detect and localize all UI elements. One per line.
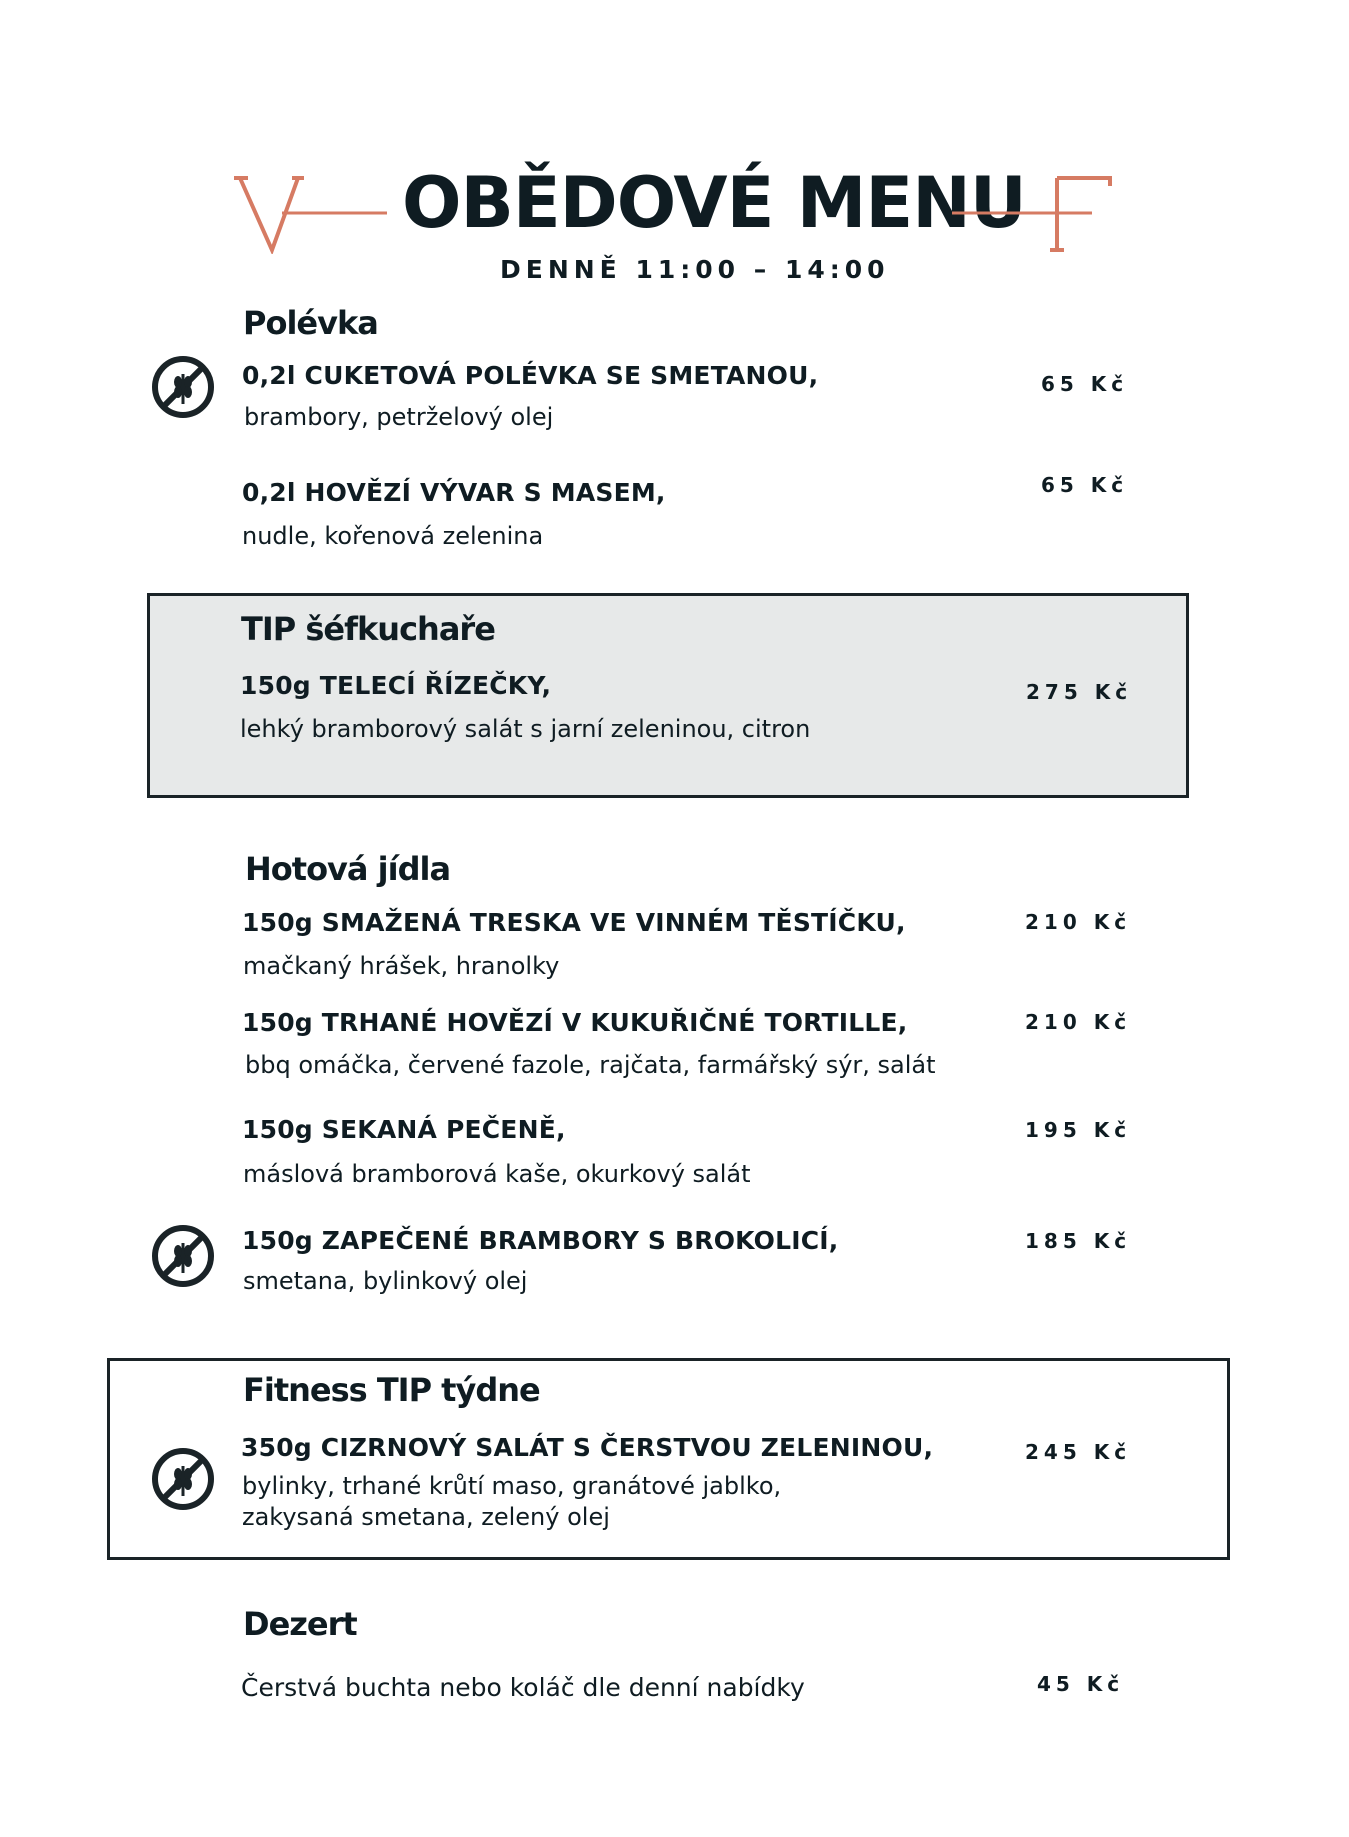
section-title-soup: Polévka <box>243 304 378 342</box>
item-name: 350g CIZRNOVÝ SALÁT S ČERSTVOU ZELENINOU, <box>241 1433 934 1462</box>
section-title-main: Hotová jídla <box>245 850 451 888</box>
item-name: 150g ZAPEČENÉ BRAMBORY S BROKOLICÍ, <box>242 1226 839 1255</box>
item-price: 65 Kč <box>1041 372 1129 396</box>
item-name: 0,2l CUKETOVÁ POLÉVKA SE SMETANOU, <box>242 361 819 390</box>
item-price: 245 Kč <box>1025 1440 1132 1464</box>
item-desc: lehký bramborový salát s jarní zeleninou, citron <box>240 715 811 743</box>
item-desc: máslová bramborová kaše, okurkový salát <box>243 1160 751 1188</box>
item-name: 150g SMAŽENÁ TRESKA VE VINNÉM TĚSTÍČKU, <box>242 908 906 937</box>
logo-v-mark <box>232 172 387 254</box>
gluten-free-icon <box>150 1446 216 1512</box>
item-desc: brambory, petrželový olej <box>244 403 554 431</box>
item-price: 210 Kč <box>1025 1010 1132 1034</box>
item-desc: zakysaná smetana, zelený olej <box>242 1503 610 1531</box>
section-title-chef-tip: TIP šéfkuchaře <box>241 610 495 648</box>
page-title: OBĚDOVÉ MENU <box>402 162 1026 244</box>
section-title-dessert: Dezert <box>243 1605 357 1643</box>
item-name: 150g SEKANÁ PEČENĚ, <box>242 1115 566 1144</box>
logo-f-mark <box>952 172 1112 254</box>
item-name: 150g TRHANÉ HOVĚZÍ V KUKUŘIČNÉ TORTILLE, <box>242 1008 908 1037</box>
item-price: 65 Kč <box>1041 473 1129 497</box>
item-price: 195 Kč <box>1025 1118 1132 1142</box>
item-desc: nudle, kořenová zelenina <box>242 522 544 550</box>
gluten-free-icon <box>150 354 216 420</box>
item-desc: smetana, bylinkový olej <box>243 1267 528 1295</box>
item-name: 0,2l HOVĚZÍ VÝVAR S MASEM, <box>242 478 666 507</box>
item-price: 45 Kč <box>1037 1672 1125 1696</box>
item-desc: bbq omáčka, červené fazole, rajčata, farmářský sýr, salát <box>245 1051 936 1079</box>
item-price: 210 Kč <box>1025 910 1132 934</box>
item-price: 185 Kč <box>1025 1229 1132 1253</box>
item-name: 150g TELECÍ ŘÍZEČKY, <box>240 671 552 700</box>
gluten-free-icon <box>150 1223 216 1289</box>
section-title-fitness-tip: Fitness TIP týdne <box>243 1371 540 1409</box>
opening-hours: DENNĚ 11:00 – 14:00 <box>500 255 890 284</box>
item-desc: bylinky, trhané krůtí maso, granátové jablko, <box>242 1472 782 1500</box>
item-price: 275 Kč <box>1026 680 1133 704</box>
item-desc: mačkaný hrášek, hranolky <box>243 952 560 980</box>
item-desc: Čerstvá buchta nebo koláč dle denní nabídky <box>241 1673 805 1702</box>
